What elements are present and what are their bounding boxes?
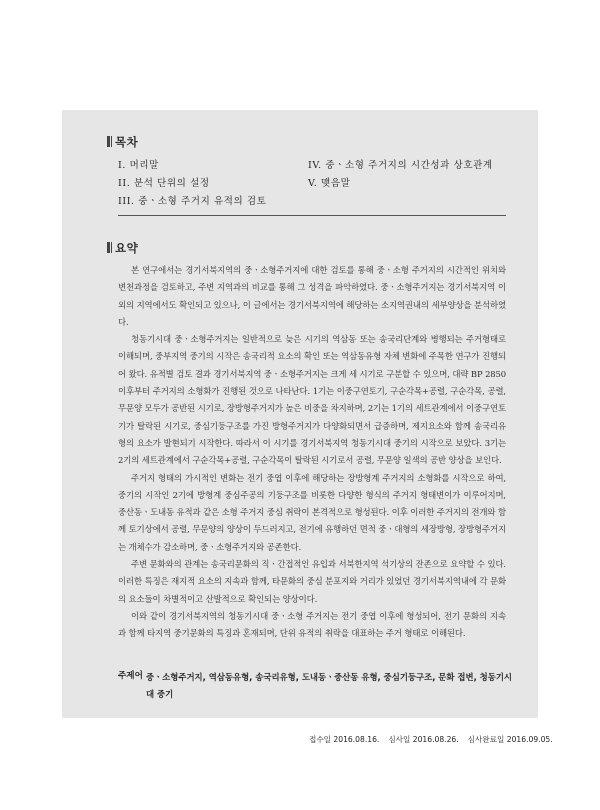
toc-heading <box>107 134 138 150</box>
abstract-body <box>118 262 506 643</box>
toc-item: III. 중ㆍ소형 주거지 유적의 검토 <box>118 196 267 207</box>
toc-item: I. 머리말 <box>118 160 159 171</box>
submission-dates <box>300 734 553 745</box>
reviewed-date: 심사일 2016.08.26. <box>388 735 459 744</box>
abstract-paragraph: 본 연구에서는 경기서북지역의 중ㆍ소형주거지에 대한 검토를 통해 중ㆍ소형 주거지의 시간적인 위치와 변천과정을 검토하고, 주변 지역과의 비교를 통해 그 성격을 파악하였다. 중ㆍ소형주거지는 경기서북지역 이외의 지역에서도 확인되고 있으나, 이 글에서는 경기서북지역에 해당하는 소지역권내의 세부양상을 분석하였다. <box>118 265 506 327</box>
abstract-heading-label: 요약 <box>115 241 139 255</box>
keywords-text: 중ㆍ소형주거지, 역삼동유형, 송국리유형, 도내동ㆍ중산동 유형, 중심기둥구조, 문화 접변, 청동기시대 중기 <box>146 672 513 699</box>
abstract-paragraph: 주변 문화와의 관계는 송국리문화의 직ㆍ간접적인 유입과 서북한지역 석기상의 잔존으로 요약할 수 있다. 이러한 특징은 재지적 요소의 지속과 함께, 타문화의 중심 분포지와 거리가 있었던 경기서북지역내에 각 문화의 요소들이 차별적이고 산발적으로 확인되는 양상이다. <box>118 559 506 604</box>
accepted-date: 심사완료일 2016.09.05. <box>467 735 553 744</box>
abstract-heading <box>107 240 138 256</box>
keywords-label: 주제어 <box>118 671 143 681</box>
abstract-paragraph: 이와 같이 경기서북지역의 청동기시대 중ㆍ소형 주거지는 전기 중엽 이후에 형성되어, 전기 문화의 지속과 함께 타지역 중기문화의 특징과 혼재되며, 단위 유적의 취락을 대표하는 주거 형태로 이해된다. <box>118 610 506 639</box>
heading-marker-icon <box>111 136 112 147</box>
toc-heading-label: 목차 <box>115 135 139 149</box>
heading-marker-icon <box>111 242 112 253</box>
received-date: 접수일 2016.08.16. <box>309 735 380 744</box>
toc-item: IV. 중ㆍ소형 주거지의 시간성과 상호관계 <box>308 160 493 171</box>
abstract-paragraph: 청동기시대 중ㆍ소형주거지는 일반적으로 늦은 시기의 역삼동 또는 송국리단계와 병행되는 주거형태로 이해되며, 중부지역 중기의 시작은 송국리적 요소의 확인 또는 역삼동유형 자체 변화에 주목한 연구가 진행되어 왔다. 유적별 검토 결과 경기서북지역 중ㆍ소형주거지는 크게 세 시기로 구분할 수 있으며, 대략 BP 2850 이후부터 주거지의 소형화가 진행된 것으로 나타난다. 1기는 이중구연토기, 구순각목+공렬, 구순각목, 공렬, 무문양 모두가 공반된 시기로, 장방형주거지가 높은 비중을 차지하며, 2기는 1기의 세트관계에서 이중구연토기가 탈락된 시기로, 중심기둥구조를 가진 방형주거지가 다양화되면서 급증하며, 제지요소와 함께 송국리유형의 요소가 발현되기 시작한다. 따라서 이 시기를 경기서북지역 청동기시대 중기의 시작으로 보았다. 3기는 2기의 세트관계에서 구순각목+공렬, 구순각목이 탈락된 시기로서 공렬, 무문양 일색의 공반 양상을 보인다. <box>118 334 506 466</box>
divider <box>118 215 506 216</box>
abstract-paragraph: 주거지 형태의 가시적인 변화는 전기 중엽 이후에 해당하는 장방형계 주거지의 소형화를 시작으로 하여, 중기의 시작인 2기에 방형계 중심주공의 기둥구조를 비롯한 다양한 형식의 주거지 형태변이가 이루어지며, 중산동ㆍ도내동 유적과 같은 소형 주거지 중심 취락이 본격적으로 형성된다. 이후 이러한 주거지의 전개와 함께 토기상에서 공렬, 무문양의 양상이 두드러지고, 전기에 유행하던 면적 중ㆍ대형의 세장방형, 장방형주거지는 개체수가 감소하며, 중ㆍ소형주거지와 공존한다. <box>118 472 506 552</box>
heading-marker-icon <box>107 242 110 253</box>
heading-marker-icon <box>107 136 110 147</box>
toc-item: II. 분석 단위의 설정 <box>118 178 210 189</box>
toc-item: V. 맺음말 <box>308 178 351 189</box>
